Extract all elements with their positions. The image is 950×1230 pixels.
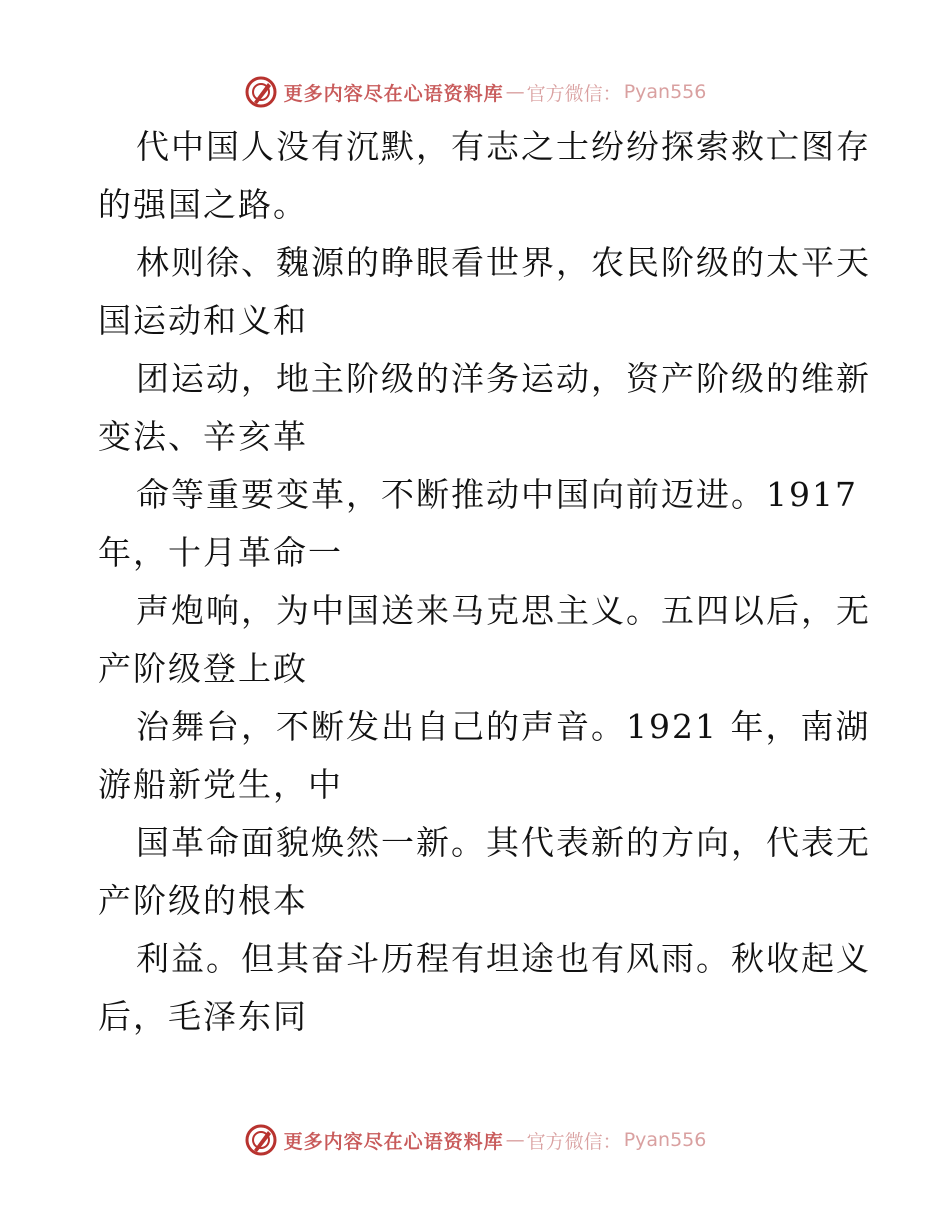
text-line: 游船新党生，中: [98, 765, 343, 804]
text-line: 国革命面貌焕然一新。其代表新的方向，代表无: [136, 823, 871, 862]
watermark-wechat-id: Pyan556: [623, 1129, 707, 1151]
watermark-separator: —: [505, 81, 525, 103]
document-body: [98, 118, 871, 1046]
watermark-brand: 更多内容尽在心语资料库: [283, 82, 504, 105]
text-line: 的强国之路。: [98, 185, 308, 224]
pen-circle-logo-icon: [244, 75, 278, 109]
text-line: 林则徐、魏源的睁眼看世界，农民阶级的太平天: [136, 243, 871, 282]
text-line: 利益。但其奋斗历程有坦途也有风雨。秋收起义: [136, 939, 871, 978]
text-line: 团运动，地主阶级的洋务运动，资产阶级的维新: [136, 359, 871, 398]
text-line: 国运动和义和: [98, 301, 308, 340]
text-line: 年，十月革命一: [98, 533, 343, 572]
footer-watermark: [0, 1120, 950, 1160]
text-line: 后，毛泽东同: [98, 997, 308, 1036]
watermark-separator: —: [505, 1129, 525, 1151]
watermark-brand: 更多内容尽在心语资料库: [283, 1130, 504, 1153]
watermark-label: 官方微信：: [526, 82, 622, 105]
text-line: 代中国人没有沉默，有志之士纷纷探索救亡图存: [136, 127, 871, 166]
text-line: 命等重要变革，不断推动中国向前迈进。1917: [136, 475, 858, 514]
text-line: 变法、辛亥革: [98, 417, 308, 456]
text-line: 产阶级登上政: [98, 649, 308, 688]
text-line: 产阶级的根本: [98, 881, 308, 920]
text-line: 声炮响，为中国送来马克思主义。五四以后，无: [136, 591, 871, 630]
header-watermark: [0, 72, 950, 112]
watermark-label: 官方微信：: [526, 1130, 622, 1153]
pen-circle-logo-icon: [244, 1123, 278, 1157]
watermark-wechat-id: Pyan556: [623, 81, 707, 103]
text-line: 治舞台，不断发出自己的声音。1921 年，南湖: [136, 707, 871, 746]
